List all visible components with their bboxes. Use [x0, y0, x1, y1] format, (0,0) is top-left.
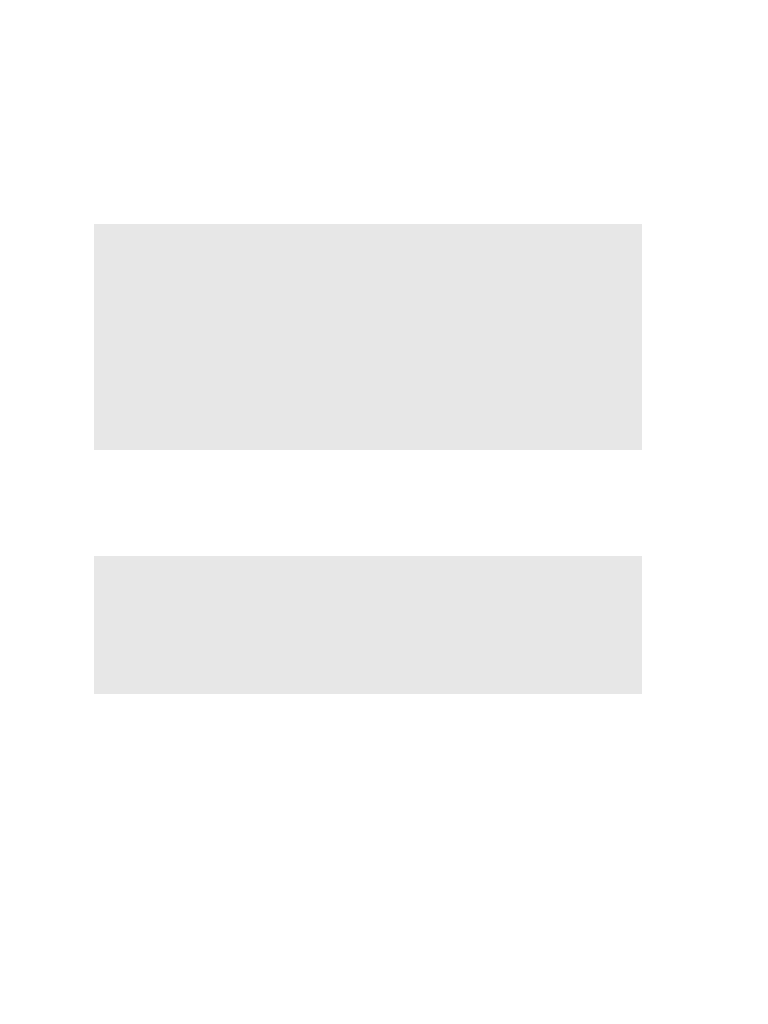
arabic-text-alaq — [94, 556, 642, 694]
poinsettia-border-right — [692, 60, 768, 964]
poinsettia-border-bottom — [0, 954, 768, 1024]
arabic-text-fatihah — [94, 224, 642, 450]
poinsettia-border-left — [0, 60, 78, 964]
border-bottom — [0, 954, 768, 1024]
page-content — [88, 44, 683, 944]
border-right — [692, 60, 768, 964]
border-left — [0, 60, 78, 964]
